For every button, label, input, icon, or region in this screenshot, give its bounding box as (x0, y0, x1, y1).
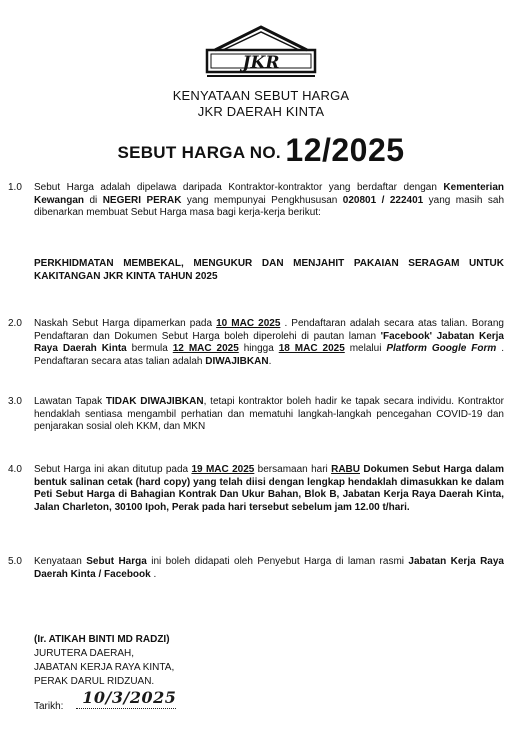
s4-date-1: 19 MAC 2025 (191, 464, 255, 475)
s2-bold-c: DIWAJIBKAN (205, 355, 269, 367)
s2-date-3: 18 MAC 2025 (278, 343, 345, 354)
s2-date-2: 12 MAC 2025 (172, 343, 239, 354)
s2-bold-b: Platform Google Form (386, 343, 497, 354)
s1-text-a: Sebut Harga adalah dipelawa daripada Kontraktor-kontraktor yang berdaftar dengan (34, 182, 444, 193)
s3-bold-a: TIDAK DIWAJIBKAN (105, 396, 204, 407)
s2-text-c: bermula (126, 343, 173, 354)
section-5-text (34, 556, 504, 581)
section-4-text (34, 464, 504, 514)
section-5-number: 5.0 (8, 556, 22, 567)
section-3-text (34, 396, 504, 434)
s1-bold-a: Kementerian Kewangan (34, 182, 504, 206)
section-3-number: 3.0 (8, 396, 22, 407)
s4-text-b: bersamaan hari (254, 464, 332, 475)
s4-bold-a: Dokumen Sebut Harga dalam bentuk salinan cetak (hard copy) yang telah diisi dengan lengkap hendaklah dimasukkan ke dalam Peti Sebut Harga di Bahagian Kontrak Dan Ukur Bahan, Blok B, Jabatan Kerja Raya Daerah Kinta, Jalan Charleton, 30100 Ipoh, Perak pada hari tersebut sebelum jam 12.00 t/hari. (34, 464, 505, 513)
s3-text-a: Lawatan Tapak (34, 396, 106, 407)
date-line (34, 688, 177, 712)
s4-text-a: Sebut Harga ini akan ditutup pada (34, 464, 192, 475)
handwritten-date: 10/3/2025 (82, 688, 177, 707)
section-2-number: 2.0 (8, 318, 22, 329)
s2-text-g: . (268, 355, 272, 367)
date-label: Tarikh: (34, 701, 64, 712)
s2-text-e: melalui (344, 343, 387, 354)
s1-bold-b: NEGERI PERAK (102, 194, 182, 206)
signatory-name: (Ir. ATIKAH BINTI MD RADZI) (34, 634, 170, 645)
sebut-harga-number: 12/2025 (285, 132, 405, 168)
sebut-harga-label: SEBUT HARGA NO. (117, 143, 281, 162)
section-2-text (34, 318, 504, 368)
header-title-1: KENYATAAN SEBUT HARGA (172, 88, 350, 103)
section-1-number: 1.0 (8, 182, 22, 193)
s5-text-c: . (150, 568, 157, 580)
s1-text-d: yang masih sah dibenarkan membuat Sebut Harga masa bagi kerja-kerja berikut: (34, 194, 505, 218)
s3-text-b: , tetapi kontraktor boleh hadir ke tapak secara individu. Kontraktor hendaklah sentiasa mengambil perhatian dan mematuhi langkah-langkah pencegahan COVID-19 dan penjarakan sosial oleh KKM, dan MKN (34, 396, 504, 432)
s5-bold-b: Jabatan Kerja Raya Daerah Kinta / Facebook (34, 556, 504, 580)
section-4-number: 4.0 (8, 464, 22, 475)
work-title: PERKHIDMATAN MEMBEKAL, MENGUKUR DAN MENJAHIT PAKAIAN SERAGAM UNTUK KAKITANGAN JKR KINTA TAHUN 2025 (34, 258, 504, 282)
s4-day: RABU (331, 464, 360, 475)
s2-text-f: . Pendaftaran secara atas talian adalah (34, 343, 504, 367)
s2-text-a: Naskah Sebut Harga dipamerkan pada (34, 318, 217, 329)
s5-text-a: Kenyataan (34, 556, 87, 567)
s2-bold-a: 'Facebook' Jabatan Kerja Raya Daerah Kinta (34, 330, 504, 354)
signatory-department: JABATAN KERJA RAYA KINTA, (34, 662, 175, 673)
s1-text-c: yang mempunyai Pengkhususan (181, 194, 343, 206)
header-title-2: JKR DAERAH KINTA (197, 104, 325, 119)
section-1-text (34, 182, 504, 220)
s2-text-d: hingga (238, 343, 279, 354)
sebut-harga-heading (0, 132, 522, 169)
s5-bold-a: Sebut Harga (86, 556, 147, 567)
s2-text-b: . Pendaftaran adalah secara atas talian. Borang Pendaftaran dan Dokumen Sebut Harga boleh diperolehi di pautan laman (34, 318, 504, 342)
signatory-position: JURUTERA DAERAH, (34, 648, 135, 659)
s2-date-1: 10 MAC 2025 (216, 318, 281, 329)
s1-bold-c: 020801 / 222401 (342, 194, 424, 206)
signatory-state: PERAK DARUL RIDZUAN. (34, 676, 155, 687)
s5-text-b: ini boleh didapati oleh Penyebut Harga di laman rasmi (146, 556, 409, 567)
jkr-logo (205, 24, 317, 80)
s1-text-b: di (84, 194, 103, 206)
date-field (76, 688, 177, 709)
logo-text: JKR (242, 53, 280, 73)
